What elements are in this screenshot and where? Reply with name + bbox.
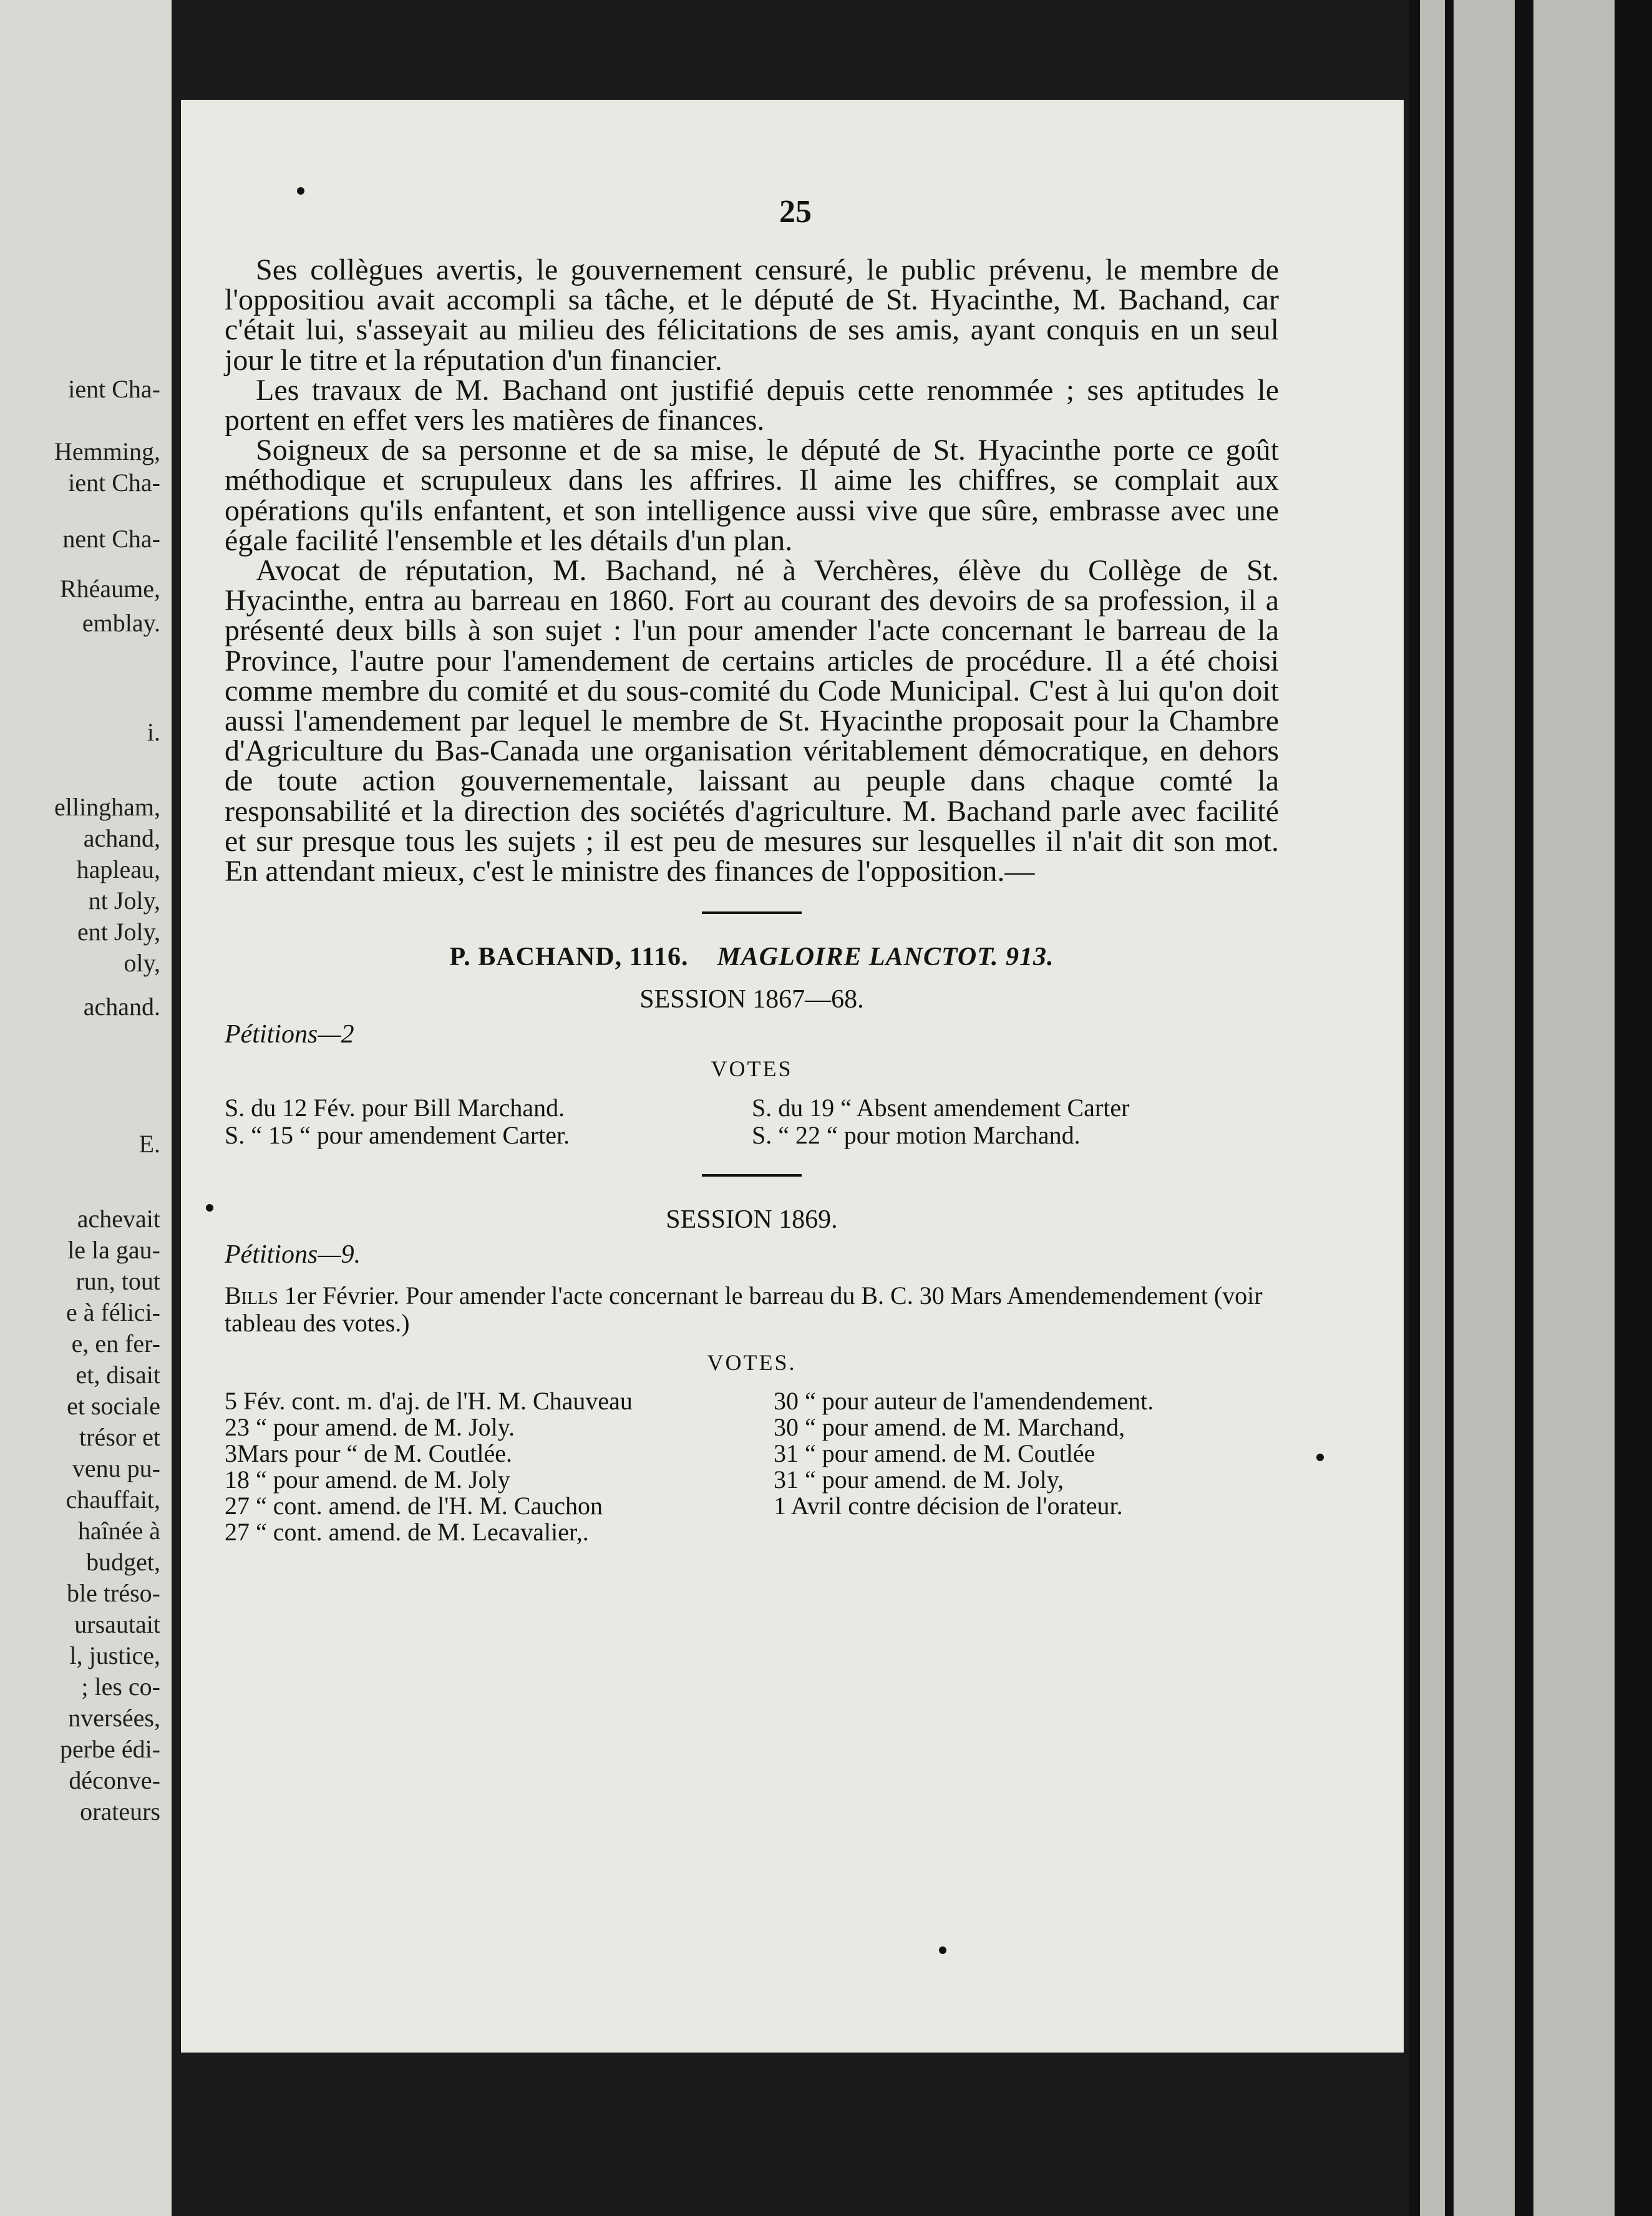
vote-row bbox=[225, 1414, 1279, 1441]
margin-fragment: e à félici- bbox=[66, 1298, 160, 1326]
edge-bar bbox=[1445, 0, 1454, 2216]
votes-heading: VOTES. bbox=[707, 1350, 797, 1376]
vote-right: 1 Avril contre décision de l'orateur. bbox=[774, 1492, 1123, 1520]
vote-left: 27 “ cont. amend. de l'H. M. Cauchon bbox=[225, 1492, 603, 1520]
vote-left: S. “ 15 “ pour amendement Carter. bbox=[225, 1121, 570, 1150]
page-content bbox=[225, 193, 1279, 1545]
section-rule bbox=[702, 911, 802, 914]
vote-left: 18 “ pour amend. de M. Joly bbox=[225, 1465, 510, 1494]
margin-fragment: ; les co- bbox=[81, 1673, 160, 1701]
bills-label: Bills bbox=[225, 1281, 278, 1310]
vote-row bbox=[225, 1493, 1279, 1519]
paragraph: Soigneux de sa personne et de sa mise, le député de St. Hyacinthe porte ce goût méthodique et scrupuleux dans les affrires. Il aime les chiffres, se complait aux opérations qu'ils enfantent, et son intelligence aussi vive que sûre, embrasse avec une égale facilité l'ensemble et les détails d'un plan. bbox=[225, 434, 1279, 557]
margin-fragment: achevait bbox=[77, 1205, 160, 1233]
vote-right: 30 “ pour auteur de l'amendendement. bbox=[774, 1387, 1154, 1416]
vote-left: S. du 12 Fév. pour Bill Marchand. bbox=[225, 1094, 565, 1122]
book-page bbox=[181, 100, 1404, 2053]
session-title: SESSION 1867—68. bbox=[639, 985, 864, 1014]
vote-row bbox=[225, 1388, 1279, 1414]
vote-left: 23 “ pour amend. de M. Joly. bbox=[225, 1413, 515, 1442]
page-number: 25 bbox=[779, 194, 812, 230]
margin-fragment: orateurs bbox=[80, 1797, 160, 1825]
deputy-lanctot: MAGLOIRE LANCTOT. 913. bbox=[717, 943, 1054, 972]
margin-fragment: haînée à bbox=[77, 1517, 160, 1545]
margin-fragment: nent Cha- bbox=[62, 525, 160, 553]
vote-right: 30 “ pour amend. de M. Marchand, bbox=[774, 1413, 1125, 1442]
adjacent-page-strip bbox=[0, 0, 172, 2216]
margin-fragment: oly, bbox=[124, 949, 160, 977]
session-title: SESSION 1869. bbox=[666, 1205, 838, 1235]
paragraph: Ses collègues avertis, le gouvernement censuré, le public prévenu, le membre de l'oppositiou avait accompli sa tâche, et le député de St. Hyacinthe, M. Bachand, car c'était lui, s'asseyait au milieu des félicitations de ses amis, ayant conquis en un seul jour le titre et la réputation d'un financier. bbox=[225, 253, 1279, 377]
edge-bar bbox=[1409, 0, 1420, 2216]
margin-fragment: ursautait bbox=[74, 1610, 160, 1638]
margin-fragment: Hemming, bbox=[54, 437, 160, 465]
vote-row bbox=[225, 1094, 1279, 1122]
margin-fragment: venu pu- bbox=[72, 1454, 160, 1482]
margin-fragment: e, en fer- bbox=[71, 1329, 160, 1358]
vote-row bbox=[225, 1441, 1279, 1467]
vote-row bbox=[225, 1519, 1279, 1545]
margin-fragment: nt Joly, bbox=[88, 887, 160, 915]
margin-fragment: achand. bbox=[83, 993, 160, 1021]
vote-right: S. du 19 “ Absent amendement Carter bbox=[752, 1094, 1130, 1122]
margin-fragment: le la gau- bbox=[67, 1236, 160, 1264]
vote-left: 5 Fév. cont. m. d'aj. de l'H. M. Chauveau bbox=[225, 1387, 633, 1416]
margin-fragment: budget, bbox=[86, 1548, 160, 1576]
margin-fragment: et, disait bbox=[75, 1361, 160, 1389]
petitions-count: Pétitions—2 bbox=[225, 1020, 354, 1049]
margin-fragment: i. bbox=[147, 718, 160, 746]
margin-fragment: l, justice, bbox=[69, 1641, 160, 1669]
deputy-bachand: P. BACHAND, 1116. bbox=[449, 943, 689, 972]
votes-heading: VOTES bbox=[711, 1056, 793, 1082]
bills-text: 1er Février. Pour amender l'acte concernant le barreau du B. C. 30 Mars Amendemendement (voir tableau des votes.) bbox=[225, 1281, 1263, 1338]
margin-fragment: ellingham, bbox=[54, 793, 160, 821]
margin-fragment: chauffait, bbox=[66, 1485, 160, 1514]
margin-fragment: E. bbox=[138, 1130, 160, 1158]
margin-fragment: ient Cha- bbox=[68, 469, 160, 497]
margin-fragment: ient Cha- bbox=[68, 375, 160, 403]
vote-right: 31 “ pour amend. de M. Joly, bbox=[774, 1465, 1064, 1494]
edge-bar bbox=[1515, 0, 1533, 2216]
petitions-count: Pétitions—9. bbox=[225, 1240, 361, 1270]
deputies-line bbox=[225, 942, 1279, 972]
margin-fragment: emblay. bbox=[82, 609, 160, 637]
margin-fragment: hapleau, bbox=[76, 855, 160, 883]
vote-row bbox=[225, 1122, 1279, 1149]
vote-right: S. “ 22 “ pour motion Marchand. bbox=[752, 1121, 1081, 1150]
paragraph: Avocat de réputation, M. Bachand, né à Verchères, élève du Collège de St. Hyacinthe, entra au barreau en 1860. Fort au courant des devoirs de sa profession, il a présenté deux bills à son sujet : l'un pour amender l'acte concernant le barreau de la Province, l'autre pour l'amendement de certains articles de procédure. Il a été choisi comme membre du comité et du sous-comité du Code Municipal. C'est à lui qu'on doit aussi l'amendement par lequel le membre de St. Hyacinthe proposait pour la Chambre d'Agriculture du Bas-Canada une organisation véritablement démocratique, en dehors de toute action gouvernementale, laissant au peuple dans chaque comté la responsabilité et la direction des sociétés d'agriculture. M. Bachand parle avec facilité et sur presque tous les sujets ; il est peu de mesures sur lesquelles il n'ait dit son mot. En attendant mieux, c'est le ministre des finances de l'opposition.— bbox=[225, 554, 1279, 888]
margin-fragment: perbe édi- bbox=[59, 1735, 160, 1763]
margin-fragment: achand, bbox=[83, 824, 160, 852]
vote-left: 3Mars pour “ de M. Coutlée. bbox=[225, 1439, 513, 1468]
margin-fragment: ble tréso- bbox=[67, 1579, 160, 1607]
margin-fragment: nversées, bbox=[68, 1704, 160, 1732]
votes-list bbox=[225, 1388, 1279, 1545]
ink-dot bbox=[1316, 1454, 1324, 1461]
margin-fragment: ent Joly, bbox=[77, 918, 160, 946]
margin-fragment: déconve- bbox=[69, 1766, 160, 1794]
margin-fragment: Rhéaume, bbox=[59, 575, 160, 603]
margin-fragment: run, tout bbox=[75, 1267, 160, 1295]
vote-left: 27 “ cont. amend. de M. Lecavalier,. bbox=[225, 1518, 589, 1547]
paragraph: Les travaux de M. Bachand ont justifié depuis cette renommée ; ses aptitudes le portent en effet vers les matières de finances. bbox=[225, 373, 1279, 437]
votes-list bbox=[225, 1094, 1279, 1149]
edge-bar bbox=[1615, 0, 1652, 2216]
ink-dot bbox=[206, 1204, 213, 1212]
margin-fragment: trésor et bbox=[79, 1423, 160, 1451]
vote-right: 31 “ pour amend. de M. Coutlée bbox=[774, 1439, 1096, 1468]
bills-entry bbox=[225, 1282, 1279, 1337]
margin-fragment: et sociale bbox=[67, 1392, 160, 1420]
page-edge-strip bbox=[1409, 0, 1652, 2216]
vote-row bbox=[225, 1467, 1279, 1493]
section-rule bbox=[702, 1174, 802, 1177]
ink-dot bbox=[939, 1946, 946, 1954]
